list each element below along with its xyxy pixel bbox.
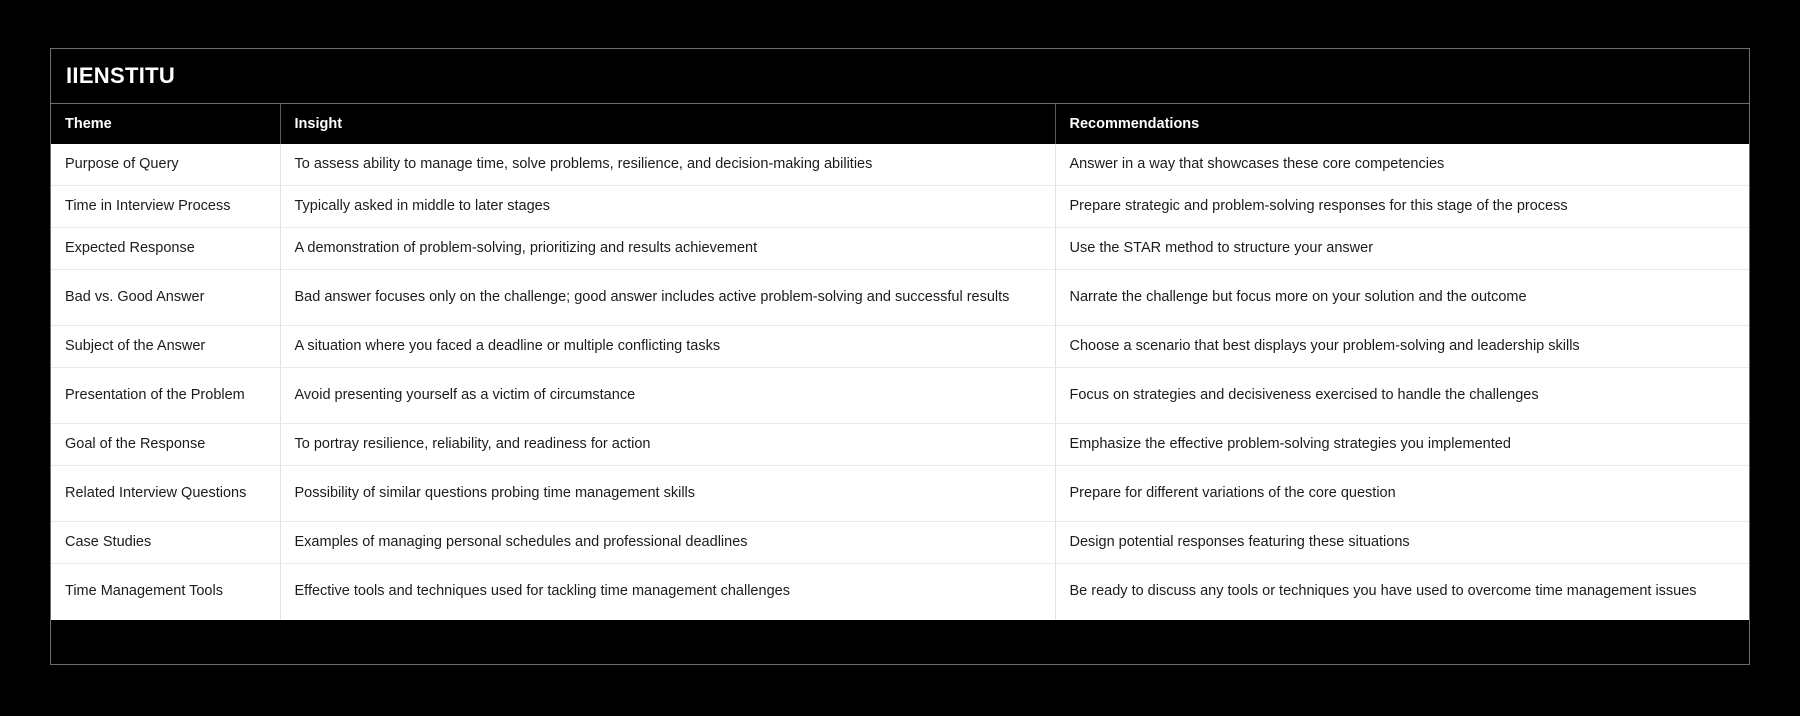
cell-theme: Presentation of the Problem (51, 368, 280, 424)
table-row (51, 466, 1749, 522)
cell-theme: Time Management Tools (51, 564, 280, 620)
table-row (51, 522, 1749, 564)
cell-insight: Examples of managing personal schedules and professional deadlines (280, 522, 1055, 564)
cell-recommendations: Prepare strategic and problem-solving responses for this stage of the process (1055, 186, 1749, 228)
cell-recommendations: Emphasize the effective problem-solving strategies you implemented (1055, 424, 1749, 466)
cell-recommendations: Answer in a way that showcases these core competencies (1055, 144, 1749, 186)
cell-insight: To assess ability to manage time, solve problems, resilience, and decision-making abilities (280, 144, 1055, 186)
cell-theme: Case Studies (51, 522, 280, 564)
table-body (51, 144, 1749, 620)
cell-theme: Time in Interview Process (51, 186, 280, 228)
cell-recommendations: Design potential responses featuring these situations (1055, 522, 1749, 564)
cell-recommendations: Narrate the challenge but focus more on your solution and the outcome (1055, 270, 1749, 326)
table-row (51, 326, 1749, 368)
cell-insight: Bad answer focuses only on the challenge; good answer includes active problem-solving and successful results (280, 270, 1055, 326)
table-row (51, 368, 1749, 424)
cell-theme: Purpose of Query (51, 144, 280, 186)
cell-insight: Avoid presenting yourself as a victim of circumstance (280, 368, 1055, 424)
table-row (51, 424, 1749, 466)
cell-recommendations: Focus on strategies and decisiveness exercised to handle the challenges (1055, 368, 1749, 424)
cell-insight: A situation where you faced a deadline or multiple conflicting tasks (280, 326, 1055, 368)
cell-recommendations: Be ready to discuss any tools or techniques you have used to overcome time management issues (1055, 564, 1749, 620)
cell-recommendations: Choose a scenario that best displays your problem-solving and leadership skills (1055, 326, 1749, 368)
cell-insight: A demonstration of problem-solving, prioritizing and results achievement (280, 228, 1055, 270)
cell-recommendations: Prepare for different variations of the core question (1055, 466, 1749, 522)
table-row (51, 564, 1749, 620)
column-header-theme: Theme (51, 104, 280, 144)
cell-insight: Typically asked in middle to later stages (280, 186, 1055, 228)
table-header (51, 104, 1749, 144)
cell-theme: Goal of the Response (51, 424, 280, 466)
table-header-row (51, 104, 1749, 144)
insights-table (51, 104, 1749, 620)
column-header-insight: Insight (280, 104, 1055, 144)
brand-title: IIENSTITU (66, 63, 176, 88)
cell-theme: Related Interview Questions (51, 466, 280, 522)
cell-insight: To portray resilience, reliability, and readiness for action (280, 424, 1055, 466)
cell-insight: Possibility of similar questions probing time management skills (280, 466, 1055, 522)
cell-theme: Subject of the Answer (51, 326, 280, 368)
table-row (51, 270, 1749, 326)
brand-header (51, 49, 1749, 104)
table-row (51, 228, 1749, 270)
column-header-recommendations: Recommendations (1055, 104, 1749, 144)
table-row (51, 144, 1749, 186)
table-card (50, 48, 1750, 665)
table-row (51, 186, 1749, 228)
cell-insight: Effective tools and techniques used for tackling time management challenges (280, 564, 1055, 620)
cell-recommendations: Use the STAR method to structure your answer (1055, 228, 1749, 270)
cell-theme: Expected Response (51, 228, 280, 270)
cell-theme: Bad vs. Good Answer (51, 270, 280, 326)
